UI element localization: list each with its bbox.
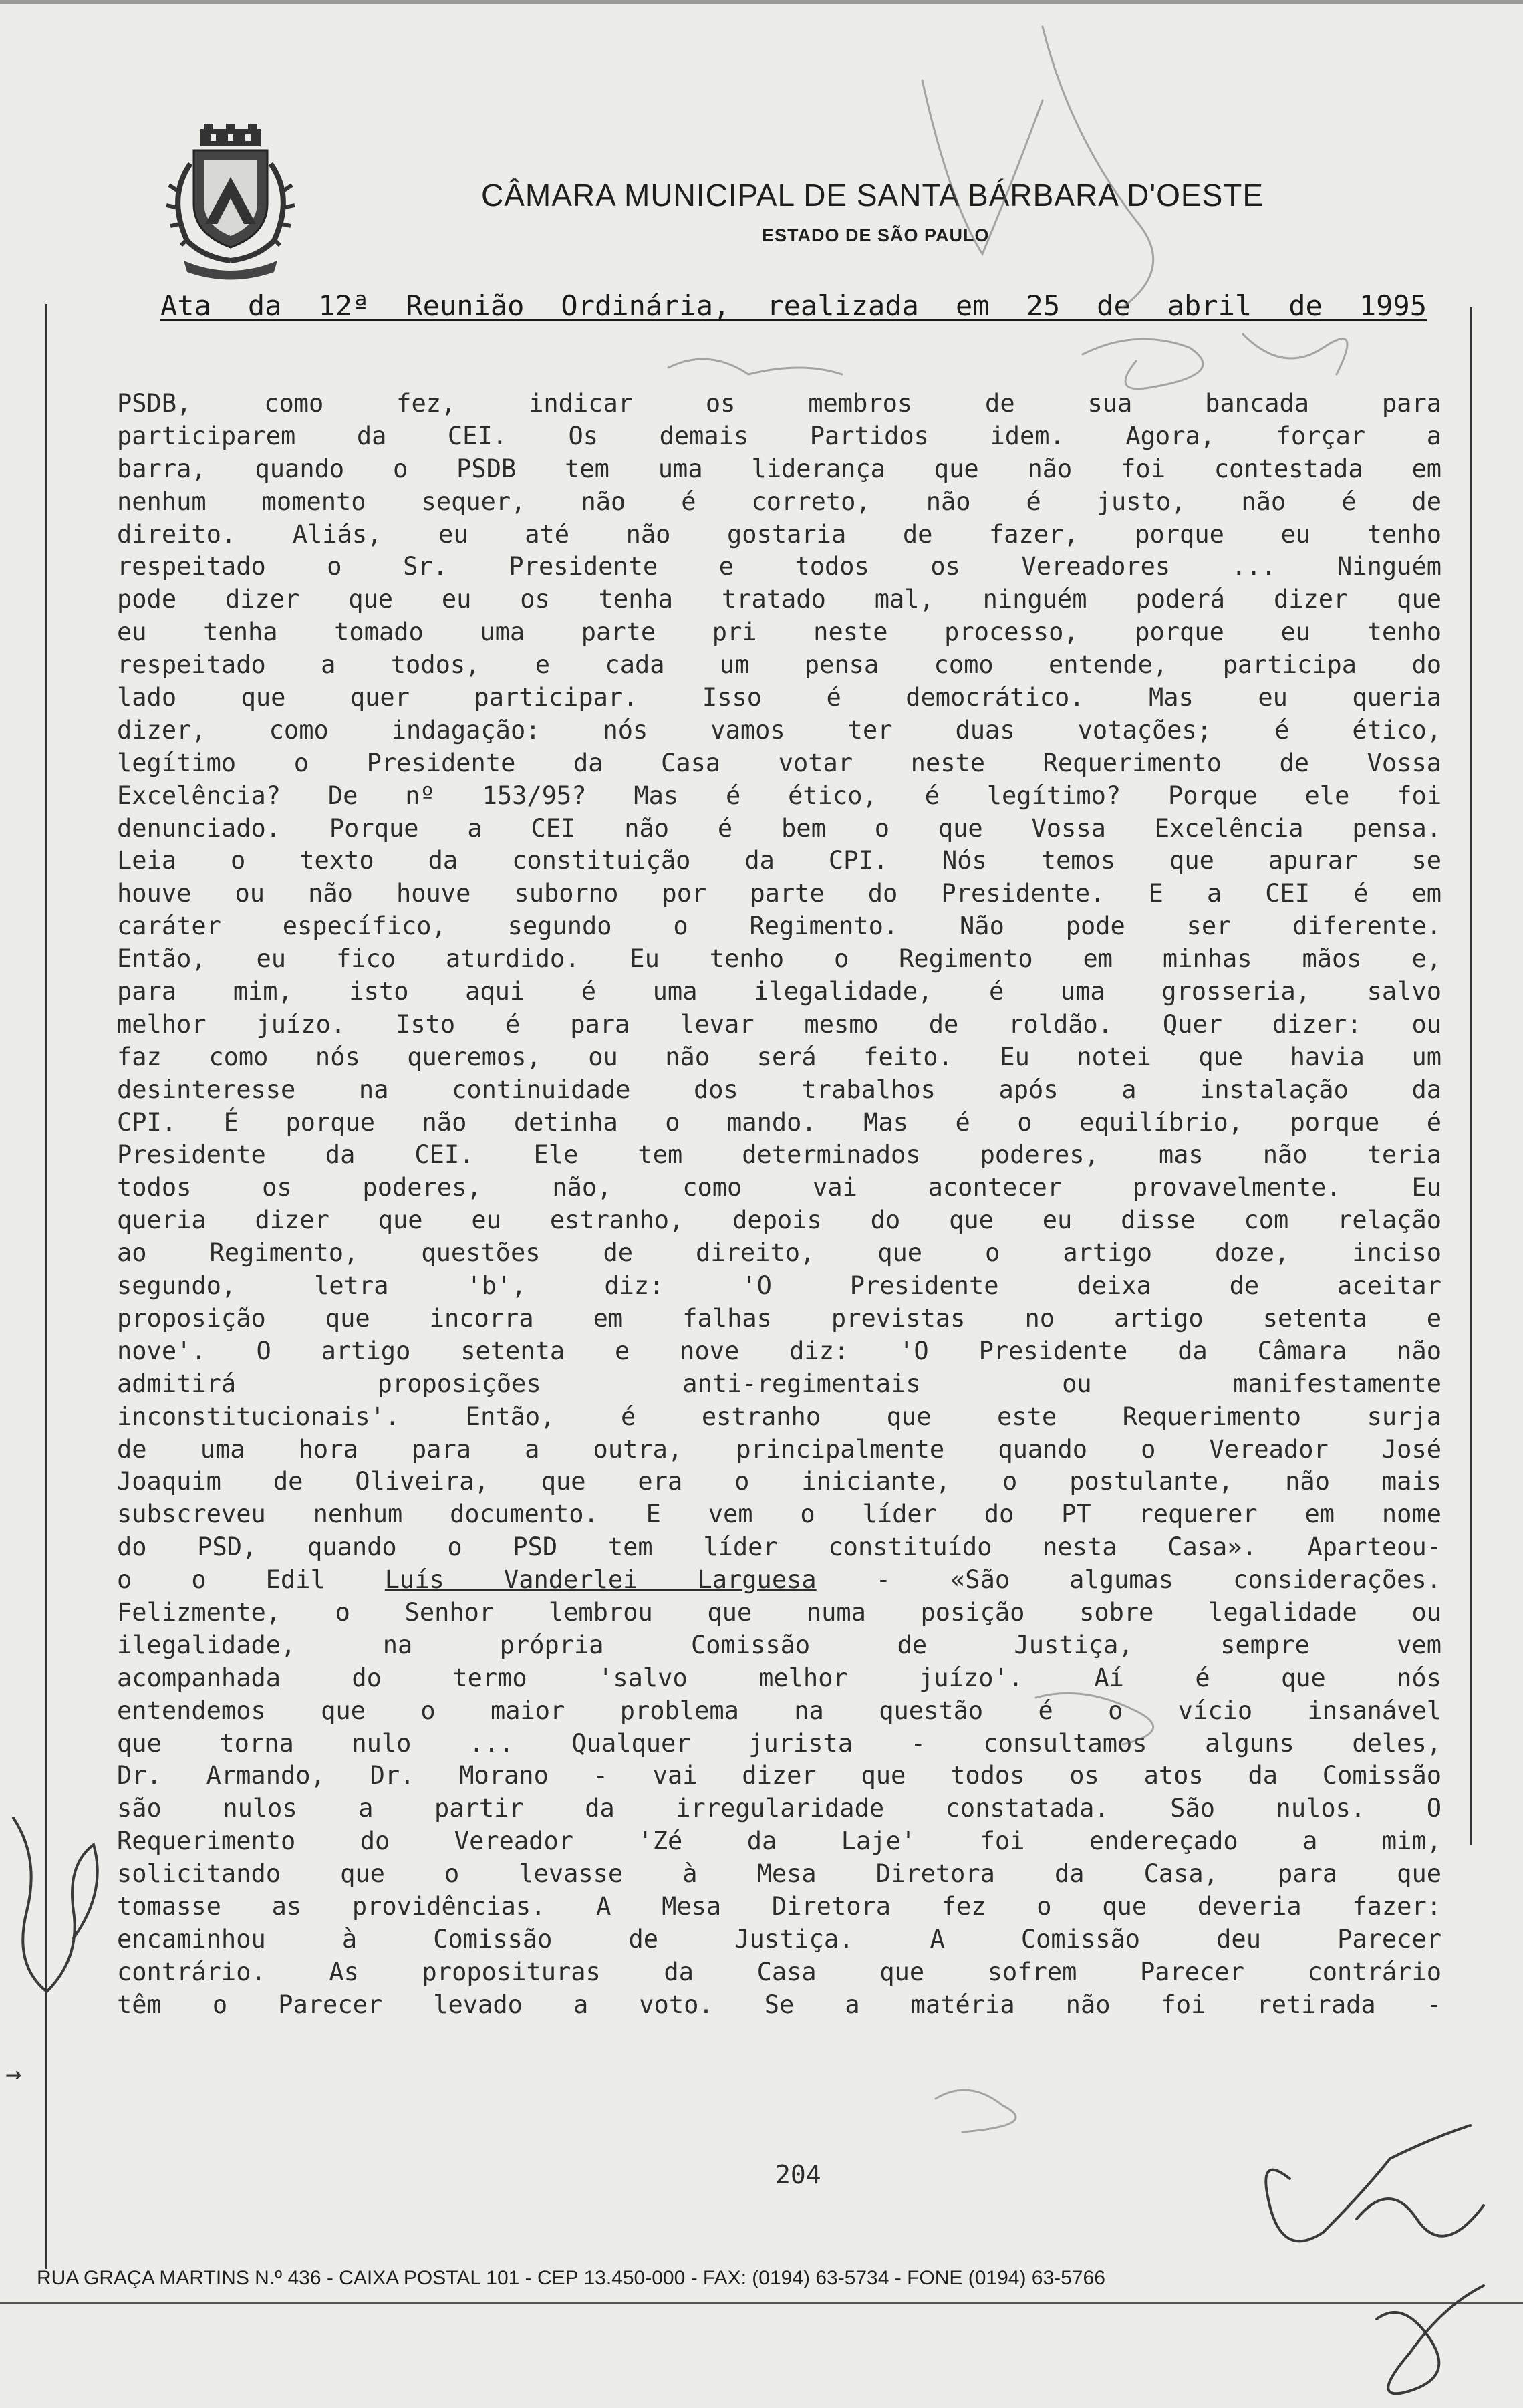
text-line-with-speaker [117, 1564, 1441, 1597]
text-line: dizer, como indagação: nós vamos ter duas votações; é ético, [117, 715, 1441, 745]
text-line: admitirá proposições anti-regimentais ou manifestamente [117, 1369, 1441, 1398]
text-line: são nulos a partir da irregularidade constatada. São nulos. O [117, 1794, 1441, 1823]
text-line: ilegalidade, na própria Comissão de Justiça, sempre vem [117, 1630, 1441, 1659]
signature-top-4 [668, 359, 842, 374]
text-line: denunciado. Porque a CEI não é bem o que Vossa Excelência pensa. [117, 813, 1441, 843]
text-line: tomasse as providências. A Mesa Diretora fez o que deveria fazer: [117, 1891, 1441, 1921]
text-line: segundo, letra 'b', diz: 'O Presidente deixa de aceitar [117, 1271, 1441, 1301]
text-line: acompanhada do termo 'salvo melhor juízo'. Aí é que nós [117, 1663, 1441, 1692]
text-line: Felizmente, o Senhor lembrou que numa posição sobre legalidade ou [117, 1597, 1441, 1627]
text-line: participarem da CEI. Os demais Partidos idem. Agora, forçar a [117, 421, 1441, 450]
coat-of-arms-icon [164, 124, 297, 284]
text-line: de uma hora para a outra, principalmente quando o Vereador José [117, 1434, 1441, 1464]
text-line: contrário. As proposituras da Casa que sofrem Parecer contrário [117, 1957, 1441, 1986]
minutes-body [117, 388, 1441, 2022]
signature-top-2 [1043, 27, 1153, 307]
text-line: proposição que incorra em falhas previstas no artigo setenta e [117, 1303, 1441, 1333]
text-line: entendemos que o maior problema na questão é o vício insanável [117, 1696, 1441, 1725]
text-line: melhor juízo. Isto é para levar mesmo de roldão. Quer dizer: ou [117, 1009, 1441, 1039]
text-line: respeitado a todos, e cada um pensa como entende, participa do [117, 650, 1441, 680]
margin-arrow-mark: → [5, 2058, 22, 2089]
signature-bottom-right-1 [1266, 2125, 1470, 2241]
text-line: faz como nós queremos, ou não será feito. Eu notei que havia um [117, 1042, 1441, 1071]
signature-bottom-right-2 [1357, 2199, 1484, 2236]
text-line: CPI. É porque não detinha o mando. Mas é o equilíbrio, porque é [117, 1107, 1441, 1137]
text-line: ao Regimento, questões de direito, que o artigo doze, inciso [117, 1238, 1441, 1268]
text-line: Excelência? De nº 153/95? Mas é ético, é legítimo? Porque ele foi [117, 781, 1441, 810]
text-line: todos os poderes, não, como vai acontecer provavelmente. Eu [117, 1173, 1441, 1202]
text-line: desinteresse na continuidade dos trabalhos após a instalação da [117, 1075, 1441, 1104]
text-line: eu tenha tomado uma parte pri neste processo, porque eu tenho [117, 618, 1441, 647]
text-line: que torna nulo ... Qualquer jurista - consultamos alguns deles, [117, 1728, 1441, 1758]
text-line: queria dizer que eu estranho, depois do que eu disse com relação [117, 1206, 1441, 1235]
text-line: Então, eu fico aturdido. Eu tenho o Regimento em minhas mãos e, [117, 944, 1441, 974]
line-prefix: o o Edil [117, 1565, 385, 1595]
text-line: legítimo o Presidente da Casa votar neste Requerimento de Vossa [117, 748, 1441, 777]
minutes-title: Ata da 12ª Reunião Ordinária, realizada em 25 de abril de 1995 [160, 289, 1427, 322]
page-top-edge [0, 0, 1523, 4]
text-line: inconstitucionais'. Então, é estranho que este Requerimento surja [117, 1401, 1441, 1431]
left-margin-rule [45, 304, 47, 2269]
text-line: pode dizer que eu os tenha tratado mal, ninguém poderá dizer que [117, 585, 1441, 614]
state-name: ESTADO DE SÃO PAULO [762, 225, 990, 245]
text-line: encaminhou à Comissão de Justiça. A Comissão deu Parecer [117, 1924, 1441, 1954]
signature-bottom-1 [936, 2090, 1016, 2132]
page-number: 204 [775, 2160, 821, 2189]
text-line: subscreveu nenhum documento. E vem o líder do PT requerer em nome [117, 1500, 1441, 1529]
text-line: do PSD, quando o PSD tem líder constituído nesta Casa». Aparteou- [117, 1532, 1441, 1562]
signature-top-3 [1083, 339, 1203, 389]
text-line: direito. Aliás, eu até não gostaria de fazer, porque eu tenho [117, 519, 1441, 549]
text-line: PSDB, como fez, indicar os membros de sua bancada para [117, 389, 1441, 418]
text-line: lado que quer participar. Isso é democrático. Mas eu queria [117, 683, 1441, 712]
line-suffix: - «São algumas considerações. [816, 1565, 1441, 1595]
footer-address: RUA GRAÇA MARTINS N.º 436 - CAIXA POSTAL 101 - CEP 13.450-000 - FAX: (0194) 63-5734 - FONE (0194) 63-5766 [37, 2267, 1105, 2289]
text-line: houve ou não houve suborno por parte do Presidente. E a CEI é em [117, 879, 1441, 908]
text-line: Leia o texto da constituição da CPI. Nós temos que apurar se [117, 846, 1441, 876]
text-line: Joaquim de Oliveira, que era o iniciante, o postulante, não mais [117, 1467, 1441, 1496]
footer-rule [0, 2302, 1523, 2304]
speaker-name: Luís Vanderlei Larguesa [384, 1565, 817, 1595]
text-line: barra, quando o PSDB tem uma liderança que não foi contestada em [117, 454, 1441, 483]
text-line: caráter específico, segundo o Regimento. Não pode ser diferente. [117, 912, 1441, 941]
text-line: para mim, isto aqui é uma ilegalidade, é uma grosseria, salvo [117, 977, 1441, 1007]
signature-left-margin [13, 1818, 98, 1992]
chamber-name: CÂMARA MUNICIPAL DE SANTA BÁRBARA D'OESTE [481, 178, 1264, 213]
text-line: Requerimento do Vereador 'Zé da Laje' foi endereçado a mim, [117, 1827, 1441, 1856]
text-line: nenhum momento sequer, não é correto, não é justo, não é de [117, 487, 1441, 516]
text-line: respeitado o Sr. Presidente e todos os Vereadores ... Ninguém [117, 552, 1441, 581]
right-margin-rule [1470, 307, 1472, 1845]
text-line: solicitando que o levasse à Mesa Diretora da Casa, para que [117, 1859, 1441, 1889]
signature-top-5 [1243, 334, 1347, 374]
text-line: nove'. O artigo setenta e nove diz: 'O Presidente da Câmara não [117, 1336, 1441, 1365]
text-line: Dr. Armando, Dr. Morano - vai dizer que todos os atos da Comissão [117, 1761, 1441, 1790]
text-line: têm o Parecer levado a voto. Se a matéria não foi retirada - [117, 1990, 1441, 2019]
text-line: Presidente da CEI. Ele tem determinados poderes, mas não teria [117, 1140, 1441, 1170]
